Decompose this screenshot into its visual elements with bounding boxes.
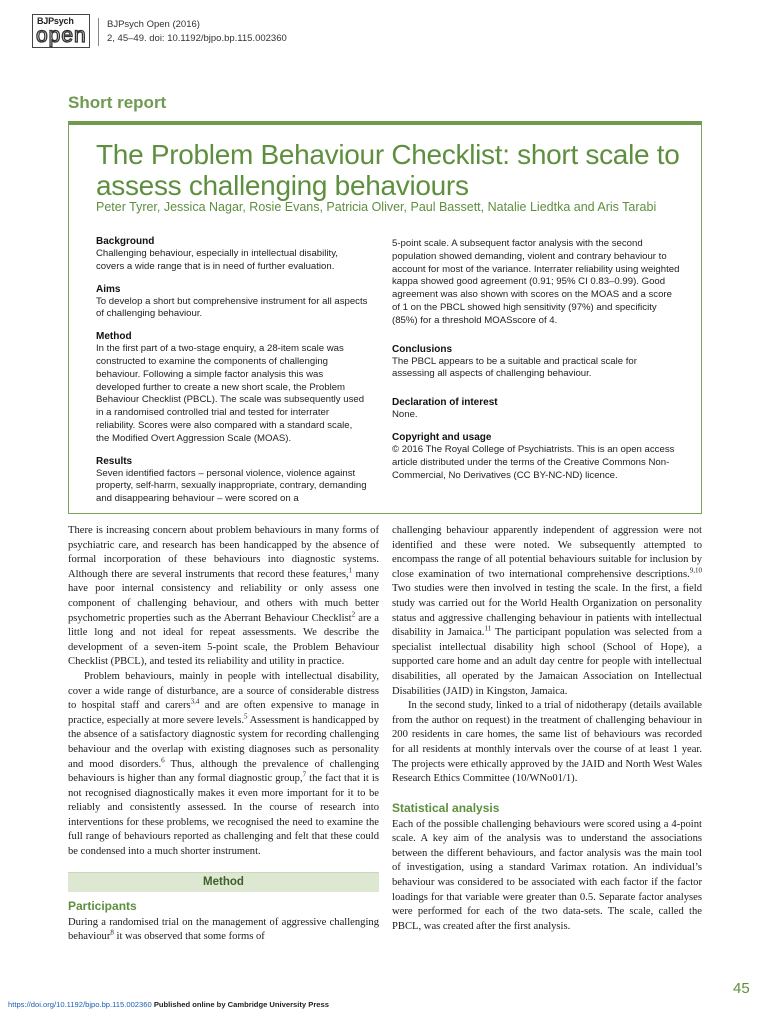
abstract-left-column [96, 236, 368, 506]
method-section-heading: Method [68, 872, 379, 892]
copyright-heading: Copyright and usage [392, 431, 492, 443]
body-left-column [68, 524, 379, 945]
statistical-analysis-paragraph: Each of the possible challenging behaviours were scored using a 4-point scale. A key aim of the analysis was to understand the associations between the different behaviours, and factor analysis was the main tool of investigation, using a standard Varimax rotation. An individual’s behaviour was considered to be associated with each factor if the factor loadings for that variable were greater than 0.5. Separate factor analyses were performed for each of the two data-sets. The scale, called the PBCL, was created after the first analysis. [392, 818, 702, 932]
article-title: The Problem Behaviour Checklist: short scale to assess challenging behaviours [96, 139, 680, 201]
method-heading: Method [96, 331, 132, 343]
journal-logo [32, 14, 90, 48]
conclusions-heading: Conclusions [392, 343, 453, 355]
journal-citation [98, 18, 287, 46]
doi-link[interactable]: https://doi.org/10.1192/bjpo.bp.115.002360 [8, 1000, 152, 1009]
page-number: 45 [733, 980, 750, 997]
declaration-text: None. [392, 409, 418, 421]
participants-heading: Participants [68, 898, 137, 913]
body-right-column [392, 524, 702, 934]
aims-text: To develop a short but comprehensive instrument for all aspects of challenging behaviour. [96, 295, 368, 320]
conclusions-text: The PBCL appears to be a suitable and practical scale for assessing all aspects of challenging behaviour. [392, 355, 637, 380]
abstract-box [68, 121, 702, 514]
logo-top-text: BJPsych [37, 16, 74, 26]
statistical-analysis-heading: Statistical analysis [392, 800, 500, 815]
aims-heading: Aims [96, 283, 121, 295]
copyright-text: © 2016 The Royal College of Psychiatrists. This is an open access article distributed under the terms of the Creative Commons Non-Commercial, No Derivatives (CC BY-NC-ND) licence. [392, 443, 675, 481]
method-text: In the first part of a two-stage enquiry, a 28-item scale was constructed to examine the components of challenging behaviour. Following a simple factor analysis this was developed further to create a new short scale, the Problem Behaviour Checklist (PBCL). The scale was subsequently used in a randomised controlled trial and tested for interrater reliability. Scores were also compared with a standard scale, the Modified Overt Aggression Scale (MOAS). [96, 343, 365, 444]
results-heading: Results [96, 455, 133, 467]
page-footer [8, 1000, 329, 1009]
background-text: Challenging behaviour, especially in intellectual disability, covers a wide range that is in need of further evaluation. [96, 248, 338, 272]
article-type-label: Short report [68, 93, 167, 112]
intro-paragraph-2: Problem behaviours, mainly in people with intellectual disability, cover a wide range of disturbance, are a source of considerable distress to hospital staff and carers$^{3,4}$ and are often expensive to manage in practice, especially at more severe levels.$^5$ Assessment is handicapped by the absence of a satisfactory diagnostic system for recording challenging behaviour and the overlap with existing diagnoses such as personality and mood disorders.$^6$ Thus, although the prevalence of challenging behaviours is higher than any formal diagnostic group,$^7$ the fact that it is not recognised diagnostically makes it even more important for it to be reliably and consistently assessed. In the course of research into interventions for these problems, we recognised the need to examine the full range of behaviours reported as challenging and felt that these could be condensed into a much shorter instrument. [68, 670, 379, 858]
results-text-start: Seven identified factors – personal violence, violence against property, self-harm, sexually inappropriate, contrary, demanding and disappearing behaviour – were scored on a [96, 467, 367, 505]
journal-doi: 2, 45–49. doi: 10.1192/bjpo.bp.115.002360 [107, 33, 287, 44]
intro-paragraph-1: There is increasing concern about problem behaviours in many forms of psychiatric care, and research has been handicapped by the absence of formal incorporation of these behaviours into diagnostic systems. Although there are several instruments that record these features,$^1$ many have poor internal consistency and reliability or only assess one component of challenging behaviour, and others with much better psychometric properties such as the Aberrant Behaviour Checklist$^2$ are a little long and not ideal for repeat assessments. We describe the development of a seven-item 5-point scale, the Problem Behaviour Checklist (PBCL), and tested its reliability and utility in practice. [68, 525, 380, 668]
author-list: Peter Tyrer, Jessica Nagar, Rosie Evans, Patricia Oliver, Paul Bassett, Natalie Liedtka and Aris Tarabi [96, 200, 657, 214]
journal-name: BJPsych Open (2016) [107, 19, 200, 30]
participants-paragraph: During a randomised trial on the management of aggressive challenging behaviour$^8$ it was observed that some forms of [68, 916, 379, 943]
participants-continued-paragraph: challenging behaviour apparently independent of aggression were not identified and these were noted. We subsequently attempted to encompass the range of all potential behaviours suitable for inclusion by close examination of two international comprehensive descriptions.$^{9,10}$ Two studies were then involved in testing the scale. In the first, a field study was carried out for the World Health Organization on personality status and aggressive challenging behaviour in patients with intellectual disability in Jamaica.$^{11}$ The participant population was selected from a specialist intellectual disability high school (School of Hope), a supported care home and an adult day centre for people with intellectual disabilities, all operated by the Jamaican Association on Intellectual Disabilities (JAID) in Kingston, Jamaica. [392, 525, 703, 697]
background-heading: Background [96, 236, 155, 247]
logo-bottom-text: open [36, 24, 87, 47]
second-study-paragraph: In the second study, linked to a trial of nidotherapy (details available from the author on request) in the treatment of challenging behaviour in 200 residents in care homes, the same list of behaviours was recorded for all residents at monthly intervals over the course of at least 1 year. The projects were ethically approved by the JAID and North West Wales Research Ethics Committee (10/WNo01/1). [392, 700, 702, 785]
results-text-end: 5-point scale. A subsequent factor analysis with the second population showed demanding, violent and contrary behaviour to account for most of the variance. Interrater reliability using weighted kappa showed good agreement (0.91; 95% CI 0.83–0.99). Good agreement was also shown with scores on the MOAS and a score of 1 on the PBCL showed high sensitivity (97%) and specificity (85%) for a threshold MOASscore of 4. [392, 238, 680, 326]
published-by-text: Published online by Cambridge University Press [151, 1000, 329, 1009]
abstract-right-column [392, 238, 682, 482]
declaration-heading: Declaration of interest [392, 397, 498, 409]
